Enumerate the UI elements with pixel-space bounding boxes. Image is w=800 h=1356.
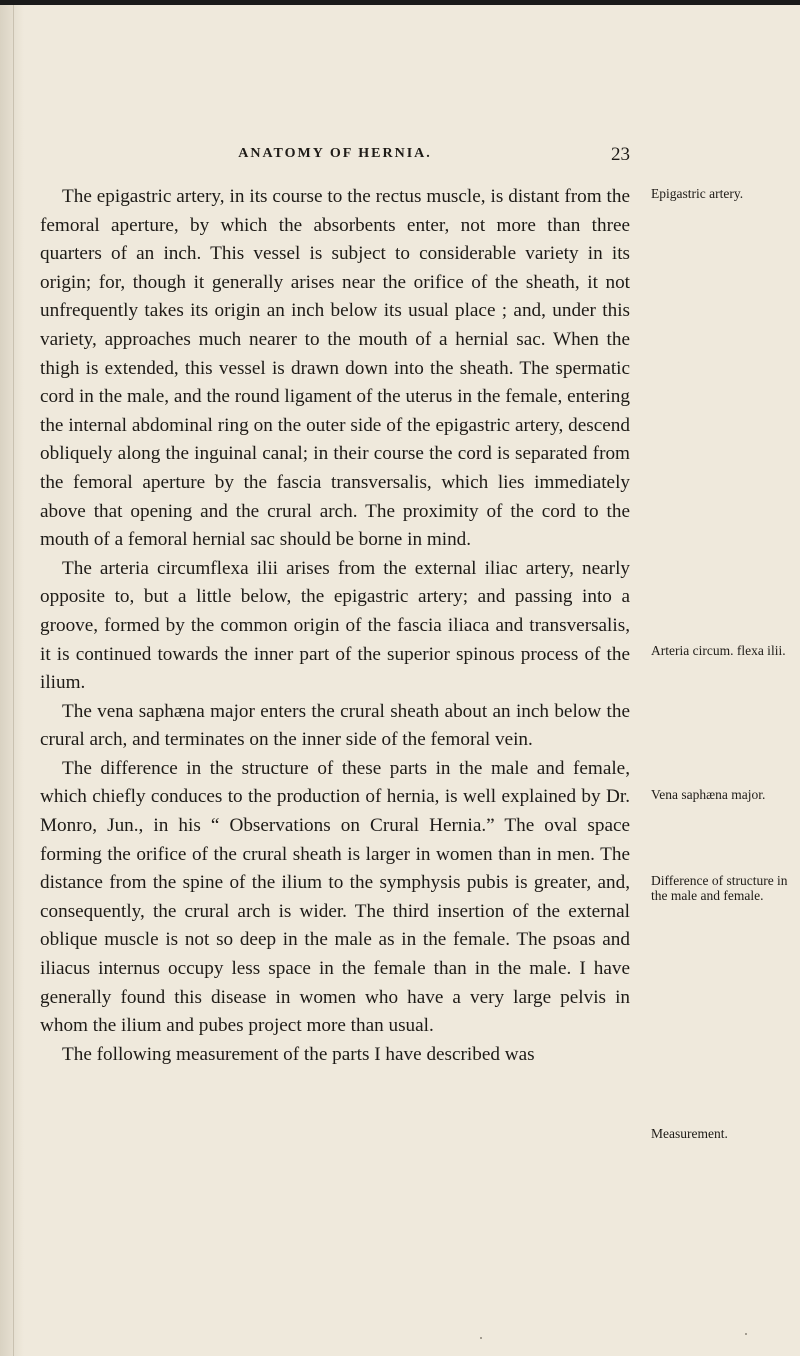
- paragraph-epigastric-artery: The epigastric artery, in its course to the rectus muscle, is distant from the femoral aperture, by which the absorbents enter, not more than three quarters of an inch. This vessel is subject to considerable variety in its origin; for, though it generally arises near the orifice of the sheath, it not unfrequently takes its origin an inch below its usual place ; and, under this variety, approaches much nearer to the mouth of a hernial sac. When the thigh is extended, this vessel is drawn down into the sheath. The spermatic cord in the male, and the round ligament of the uterus in the female, entering the internal abdominal ring on the outer side of the epigastric artery, descend obliquely along the inguinal canal; in their course the cord is separated from the femoral aperture by the fascia transversalis, which lies immediately above that opening and the crural arch. The proximity of the cord to the mouth of a femoral hernial sac should be borne in mind.: [40, 186, 630, 551]
- margin-note-measurement: Measurement.: [651, 1126, 728, 1141]
- paper-speck: [480, 1337, 482, 1339]
- body-text: [40, 183, 630, 1069]
- paragraph-measurement: The following measurement of the parts I have described was: [62, 1043, 535, 1065]
- running-head: [40, 146, 630, 170]
- margin-note-vena-saphaena: Vena saphæna major.: [651, 787, 766, 802]
- paragraph-vena-saphaena: The vena saphæna major enters the crural sheath about an inch below the crural arch, and terminates on the inner side of the femoral vein.: [40, 700, 630, 751]
- page-number: 23: [611, 144, 630, 165]
- margin-note-epigastric-artery: Epigastric artery.: [651, 186, 744, 201]
- paragraph-difference-structure: The difference in the structure of these parts in the male and female, which chiefly conduces to the production of hernia, is well explained by Dr. Monro, Jun., in his “ Observations on Crural Hernia.” The oval space forming the orifice of the crural sheath is larger in women than in men. The distance from the spine of the ilium to the symphysis pubis is greater, and, consequently, the crural arch is wider. The third insertion of the external oblique muscle is not so deep in the male as in the female. The psoas and iliacus internus occupy less space in the female than in the male. I have generally found this disease in women who have a very large pelvis in whom the ilium and pubes project more than usual.: [40, 757, 630, 1037]
- page-top-edge: [0, 0, 800, 5]
- margin-note-difference-structure: Difference of structure in the male and female.: [651, 873, 788, 903]
- binding-gutter-line: [13, 5, 14, 1356]
- running-title: ANATOMY OF HERNIA.: [238, 146, 432, 161]
- margin-note-arteria-circumflexa: Arteria circum. flexa ilii.: [651, 643, 786, 658]
- paper-speck: [745, 1333, 747, 1335]
- binding-gutter-shadow: [0, 5, 24, 1356]
- paragraph-arteria-circumflexa: The arteria circumflexa ilii arises from the external iliac artery, nearly opposite to, but a little below, the epigastric artery; and passing into a groove, formed by the common origin of the fascia iliaca and transversalis, it is continued towards the inner part of the superior spinous process of the ilium.: [40, 557, 630, 694]
